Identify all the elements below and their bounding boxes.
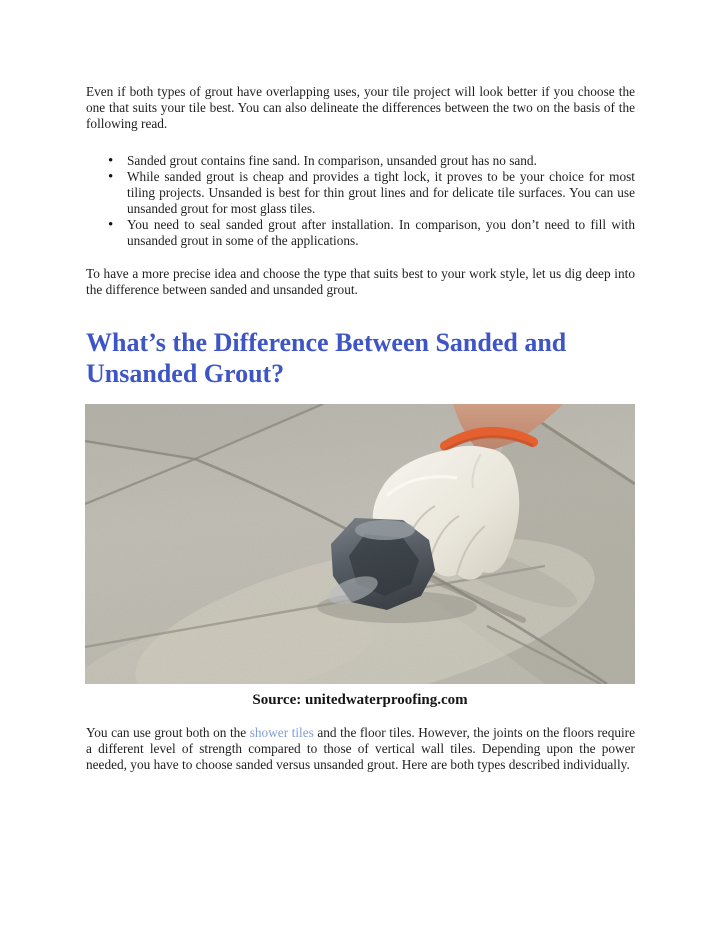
grout-photo-illustration: [85, 404, 635, 684]
bullet-item: • While sanded grout is cheap and provides a tight lock, it proves to be your choice for most tiling projects. Unsanded is best for thin grout lines and for delicate tile surfaces. You can use unsanded grout for most glass tiles.: [86, 169, 635, 217]
paragraph-intro: Even if both types of grout have overlapping uses, your tile project will look better if you choose the one that suits your tile best. You can also delineate the differences between the two on the basis of the following read.: [86, 84, 635, 131]
usage-text-before: You can use grout both on the: [86, 725, 250, 740]
section-heading: What’s the Difference Between Sanded and Unsanded Grout?: [86, 328, 567, 388]
bullet-item: • Sanded grout contains fine sand. In comparison, unsanded grout has no sand.: [86, 153, 635, 169]
bullet-list: [86, 153, 635, 249]
shower-tiles-link[interactable]: shower tiles: [249, 725, 314, 740]
paragraph-usage: [86, 725, 635, 773]
bullet-item: • You need to seal sanded grout after installation. In comparison, you don’t need to fill with unsanded grout in some of the applications.: [86, 217, 635, 249]
paragraph-transition: To have a more precise idea and choose the type that suits best to your work style, let us dig deep into the difference between sanded and unsanded grout.: [86, 266, 635, 297]
usage-text-after: and the floor tiles. However, the joints on the floors require a different level of strength compared to those of vertical wall tiles. Depending upon the power needed, you have to choose sanded versus unsanded grout. Here are both types described individually.: [86, 725, 636, 772]
image-caption: Source: unitedwaterproofing.com: [252, 692, 468, 708]
article-figure: [85, 404, 635, 709]
